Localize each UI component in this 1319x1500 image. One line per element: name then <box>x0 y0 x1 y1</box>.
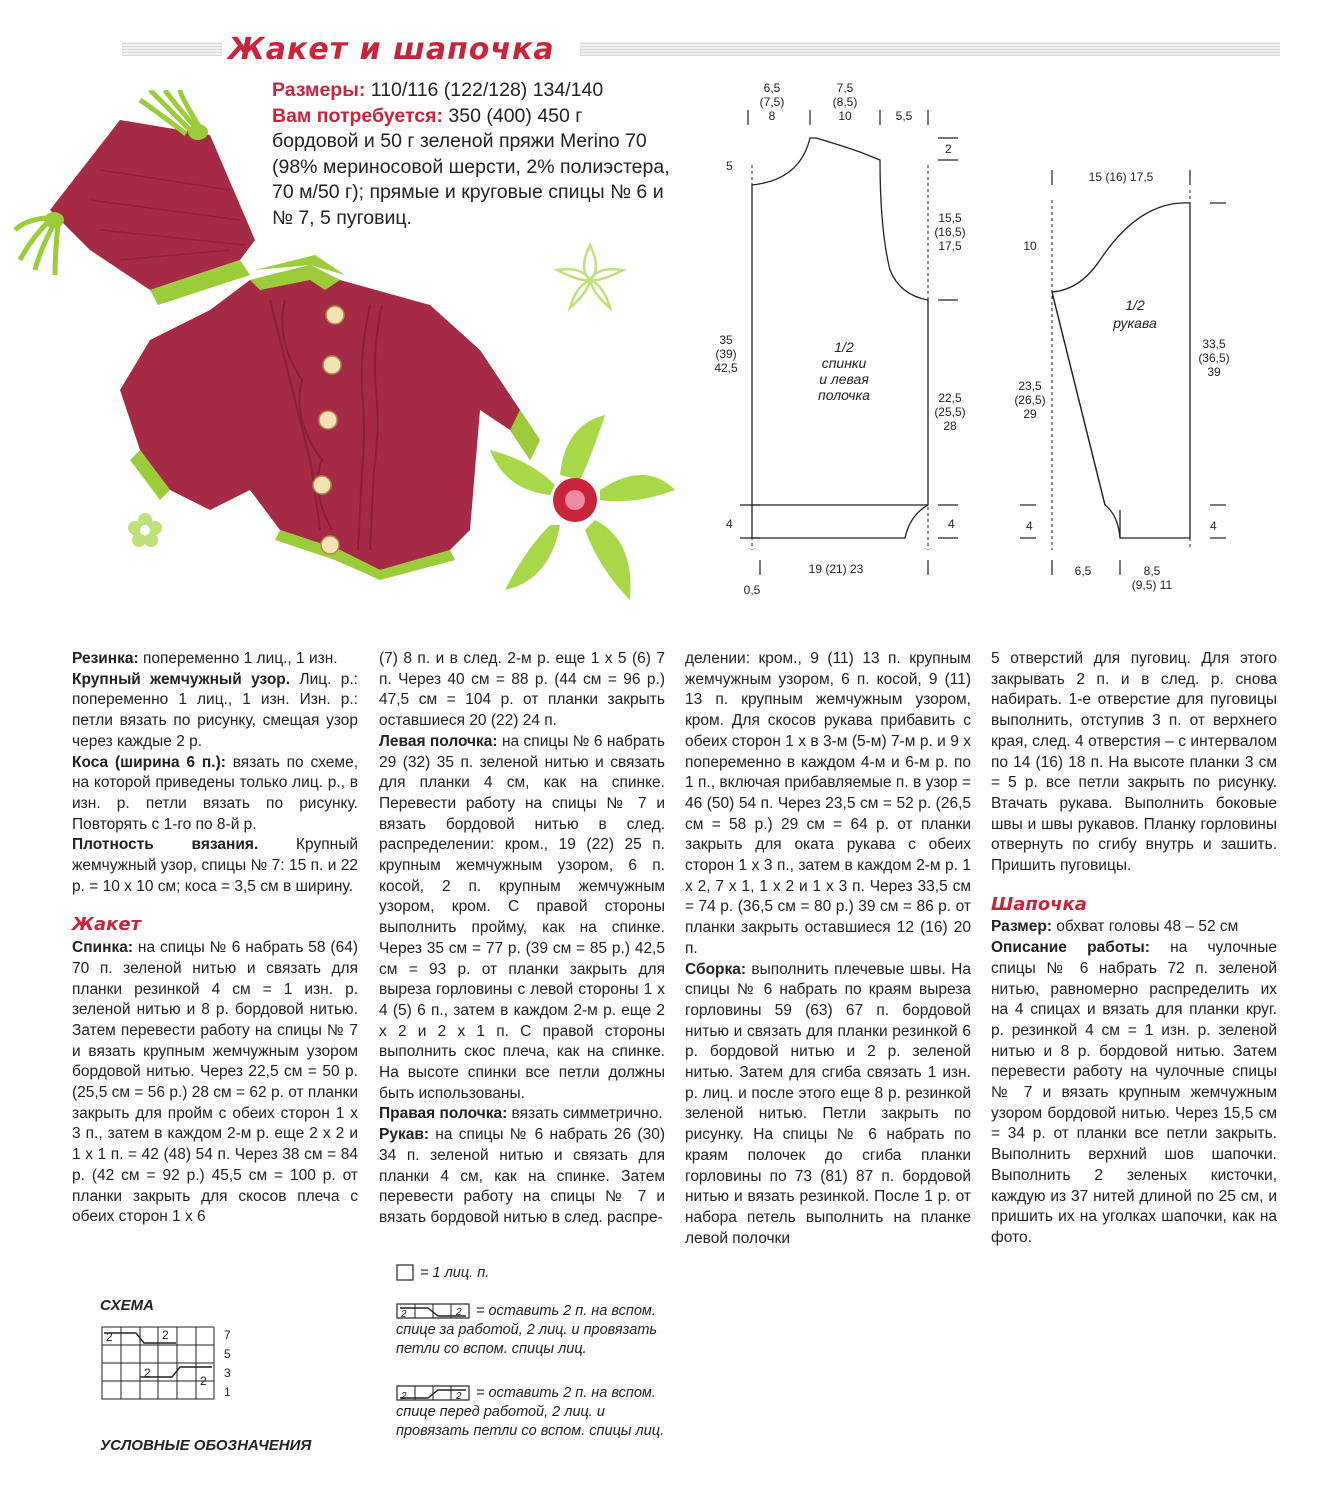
piece-label: 1/2 <box>834 339 854 355</box>
paragraph: вязать по схеме, на которой приведены только лиц. р., в изн. р. петли вязать по рисунку. Повторять с 1-го по 8-й р. <box>72 753 359 833</box>
pattern-schematic <box>700 70 1319 610</box>
term: Плотность вязания. <box>72 836 259 854</box>
paragraph: обхват головы 48 – 52 см <box>1051 918 1239 936</box>
dim-label: 39 <box>1207 365 1221 379</box>
paragraph: Крупный жемчужный узор, спицы № 7: 15 п. и 22 р. = 10 x 10 см; коса = 3,5 см в ширину. <box>72 836 358 895</box>
small-flower-icon <box>128 513 162 547</box>
dim-label: 0,5 <box>743 583 761 597</box>
paragraph: попеременно 1 лиц., 1 изн. <box>138 650 338 667</box>
row-number: 1 <box>224 1385 231 1399</box>
term: Левая полочка: <box>379 732 498 750</box>
cardigan-illustration <box>120 255 540 580</box>
needs-value: 350 (400) 450 г бордовой и 50 г зеленой пряжи Merino 70 (98% мериносовой шерсти, 2% полиэстера, 70 м/50 г); прямые и круговые спицы № 6 и № 7, 5 пуговиц. <box>272 104 670 229</box>
button-icon <box>321 536 339 554</box>
chart-mark: 2 <box>456 1391 462 1402</box>
dim-label: 19 (21) 23 <box>808 562 864 576</box>
dim-label: 4 <box>948 517 955 531</box>
cable-front-icon <box>396 1384 472 1402</box>
legend-item <box>396 1264 489 1283</box>
dim-label: (25,5) <box>934 405 966 419</box>
dim-label: 10 <box>838 109 852 123</box>
dim-label: 6,5 <box>1074 564 1092 578</box>
dim-label: 15 (16) 17,5 <box>1088 170 1154 184</box>
term: Крупный жемчужный узор. <box>72 670 291 688</box>
legend-text: = оставить 2 п. на вспом. спице за работой, 2 лиц. и провязать петли со вспом. спицы лиц. <box>396 1303 658 1357</box>
row-number: 7 <box>224 1328 231 1342</box>
cable-back-icon <box>396 1302 472 1320</box>
section-heading: Шапочка <box>991 893 1087 915</box>
dim-label: 5,5 <box>895 109 913 123</box>
chart-mark: 2 <box>401 1309 407 1320</box>
page-title: Жакет и шапочка <box>228 32 555 67</box>
button-icon <box>326 306 344 324</box>
row-number: 5 <box>224 1347 231 1361</box>
chart-mark: 2 <box>144 1366 151 1380</box>
paragraph: (7) 8 п. и в след. 2-м р. еще 1 x 5 (6) 7 п. Через 40 см = 88 р. (44 см = 96 р.) 47,5 см = 104 р. от планки закрыть оставшиеся 20 (22) 24 п. <box>379 650 665 730</box>
text-column-1 <box>72 649 358 1228</box>
intro-block <box>272 78 672 231</box>
term: Коса (ширина 6 п.): <box>72 753 226 771</box>
row-number: 3 <box>224 1366 231 1380</box>
term: Спинка: <box>72 939 133 957</box>
legend-item <box>396 1302 671 1359</box>
dim-label: (9,5) 11 <box>1131 578 1173 592</box>
chart-mark: 2 <box>401 1391 407 1402</box>
piece-label: рукава <box>1113 315 1157 331</box>
knit-stitch-icon <box>396 1264 416 1282</box>
paragraph: вязать симметрично. <box>507 1105 663 1123</box>
chart-mark: 2 <box>456 1307 462 1318</box>
text-column-3 <box>685 649 971 1249</box>
dim-label: (39) <box>715 347 737 361</box>
paragraph: делении: кром., 9 (11) 13 п. крупным жемчужным узором, 6 п. косой, 9 (11) 13 п. крупным жемчужным узором, кром. Для скосов рукава прибавить с обеих сторон 1 x в 3-м (5-м) 7-м р. и 9 x попеременно в каждом 4-м и 6-м р. по 1 п., включая прибавляемые п. в узор = 46 (50) 54 п. Через 23,5 см = 52 р. (26,5 см = 58 р.) 29 см = 64 р. от планки закрыть для оката рукава с обеих сторон 1 x 3 п., затем в каждом 2-м р. 1 x 2, 7 x 1, 1 x 2 и 1 x 3 п. Через 33,5 см = 74 р. (36,5 см = 80 р.) 39 см = 86 р. от планки закрыть оставшиеся 12 (16) 20 п. <box>685 650 971 957</box>
legend-title: УСЛОВНЫЕ ОБОЗНАЧЕНИЯ <box>100 1437 312 1454</box>
hat-illustration <box>15 90 255 305</box>
dim-label: (16,5) <box>934 225 966 239</box>
text-column-4 <box>991 649 1277 1249</box>
dim-label: 29 <box>1023 407 1037 421</box>
paragraph: на спицы № 6 набрать 58 (64) 70 п. зеленой нитью и связать для планки резинкой 4 см = 1 изн. р. зеленой нитью и 8 р. бордовой нитью. Затем перевести работу на спицы № 7 и вязать крупным жемчужным узором бордовой нитью. Через 22,5 см = 50 р. (25,5 см = 56 р.) 28 см = 62 р. от планки закрыть для пройм с обеих сторон 1 x 3 п., затем в каждом 2-м р. еще 2 x 2 и 1 x 1 п. = 42 (48) 54 п. Через 38 см = 84 р. (42 см = 92 р.) 45,5 см = 100 р. от планки закрыть для скосов плеча с обеих сторон 1 x 6 <box>72 939 358 1226</box>
term: Рукав: <box>379 1126 430 1144</box>
piece-label: и левая <box>819 371 869 387</box>
chart-mark: 2 <box>200 1374 207 1388</box>
dim-label: 23,5 <box>1018 379 1042 393</box>
paragraph: 5 отверстий для пуговиц. Для этого закрывать 2 п. и в след. р. снова набирать. 1-е отверстие для пуговицы выполнить, отступив 3 п. от верхнего края, след. 4 отверстия – с интервалом по 14 (16) 18 п. На высоте планки 3 см = 5 р. все петли закрыть по рисунку. Втачать рукава. Выполнить боковые швы и швы рукавов. Планку горловины отвернуть по сгибу внутрь и зашить. Пришить пуговицы. <box>991 650 1277 875</box>
term: Резинка: <box>72 650 139 667</box>
button-icon <box>323 356 341 374</box>
legend-text: = 1 лиц. п. <box>420 1265 490 1281</box>
paragraph: на чулочные спицы № 6 набрать 72 п. зеленой нитью, равномерно распределить их на 4 спицах и вязать для планки круг. р. резинкой 4 см = 1 изн. р. зеленой нитью и 8 р. бордовой нитью. Затем перевести работу на чулочные спицы № 7 и вязать крупным жемчужным узором бордовой нитью. Через 15,5 см = 34 р. от планки все петли закрыть. Выполнить верхний шов шапочки. Выполнить 2 зеленых кисточки, каждую из 37 нитей длиной по 25 см, и пришить их на уголках шапочки, как на фото. <box>991 939 1277 1246</box>
paragraph: на спицы № 6 набрать 26 (30) 34 п. зеленой нитью и связать для планки 4 см, как на спинке. Затем перевести работу на спицы № 7 и вязать бордовой нитью в след. распре- <box>379 1126 665 1226</box>
dim-label: 6,5 <box>763 81 781 95</box>
chart-title: СХЕМА <box>100 1297 154 1314</box>
dim-label: 42,5 <box>714 361 738 375</box>
section-heading: Жакет <box>72 914 142 936</box>
button-icon <box>313 476 331 494</box>
dim-label: 8 <box>768 109 776 123</box>
title-rule <box>580 42 1280 56</box>
text-column-2 <box>379 649 665 1229</box>
dim-label: (8,5) <box>832 95 858 109</box>
dim-label: 8,5 <box>1143 564 1161 578</box>
dim-label: 2 <box>945 142 952 156</box>
dim-label: (7,5) <box>759 95 785 109</box>
flower-outline-icon <box>557 245 623 308</box>
term: Правая полочка: <box>379 1105 508 1123</box>
dim-label: 17,5 <box>938 239 962 253</box>
dim-label: 33,5 <box>1202 337 1226 351</box>
dim-label: 10 <box>1023 239 1037 253</box>
dim-label: (26,5) <box>1014 393 1046 407</box>
chart-mark: 2 <box>106 1330 113 1344</box>
term: Описание работы: <box>991 939 1150 957</box>
stitch-chart <box>100 1325 240 1405</box>
paragraph: на спицы № 6 набрать 29 (32) 35 п. зеленой нитью и связать для планки 4 см, как на спинке. Перевести работу на спицы № 7 и вязать бордовой нитью в след. распределении: кром., 19 (22) 25 п. крупным жемчужным узором, 6 п. косой, 2 п. крупным жемчужным узором, кром. С правой стороны выполнить пройму, как на спинке. Через 35 см = 77 р. (39 см = 85 р.) 42,5 см = 93 р. от планки закрыть для выреза горловины с левой стороны 1 x 4 (5) 6 п., затем в каждом 2-м р. еще 2 x 2 и 2 x 1 п. С правой стороны выполнить скос плеча, как на спинке. На высоте спинки все петли должны быть использованы. <box>379 732 666 1102</box>
dim-label: 28 <box>943 419 957 433</box>
dim-label: 15,5 <box>938 211 962 225</box>
sizes-value: 110/116 (122/128) 134/140 <box>370 79 604 101</box>
back-piece-outline <box>752 138 928 538</box>
dim-label: 5 <box>726 159 733 173</box>
term: Размер: <box>991 918 1052 936</box>
piece-label: полочка <box>818 387 870 403</box>
dim-label: 4 <box>1210 519 1217 533</box>
chart-mark: 2 <box>162 1328 169 1342</box>
paragraph: выполнить плечевые швы. На спицы № 6 набрать по краям выреза горловины 59 (63) 67 п. бордовой нитью и связать для планки резинкой 6 р. бордовой нитью и 2 р. зеленой нитью. Затем для сгиба связать 1 изн. р. лиц. и после этого еще 8 р. резинкой зеленой нитью. Петли закрыть по рисунку. На спицы № 6 набрать по краям полочек до сгиба планки горловины по 73 (81) 87 п. бордовой нитью и вязать резинкой. После 1 р. от набора петель выполнить на планке левой полочки <box>685 960 971 1247</box>
flower-icon <box>490 415 675 600</box>
dim-label: 4 <box>1026 519 1033 533</box>
piece-label: спинки <box>821 355 867 371</box>
dim-label: 7,5 <box>836 81 854 95</box>
title-rule-left <box>122 42 222 56</box>
legend-text: = оставить 2 п. на вспом. спице перед работой, 2 лиц. и провязать петли со вспом. спицы лиц. <box>396 1385 665 1439</box>
dim-label: (36,5) <box>1198 351 1230 365</box>
paragraph: Лиц. р.: попеременно 1 лиц., 1 изн. Изн. р.: петли вязать по рисунку, смещая узор через каждые 2 р. <box>72 670 358 750</box>
sleeve-piece-outline <box>1052 203 1190 538</box>
term: Сборка: <box>685 960 747 978</box>
dim-label: 35 <box>719 333 733 347</box>
dim-label: 4 <box>726 517 733 531</box>
piece-label: 1/2 <box>1125 297 1145 313</box>
needs-label: Вам потребуется: <box>272 104 443 127</box>
dim-label: 22,5 <box>938 391 962 405</box>
legend-item <box>396 1384 671 1441</box>
button-icon <box>319 411 337 429</box>
sizes-label: Размеры: <box>272 79 366 101</box>
tassel-icon <box>15 212 64 275</box>
